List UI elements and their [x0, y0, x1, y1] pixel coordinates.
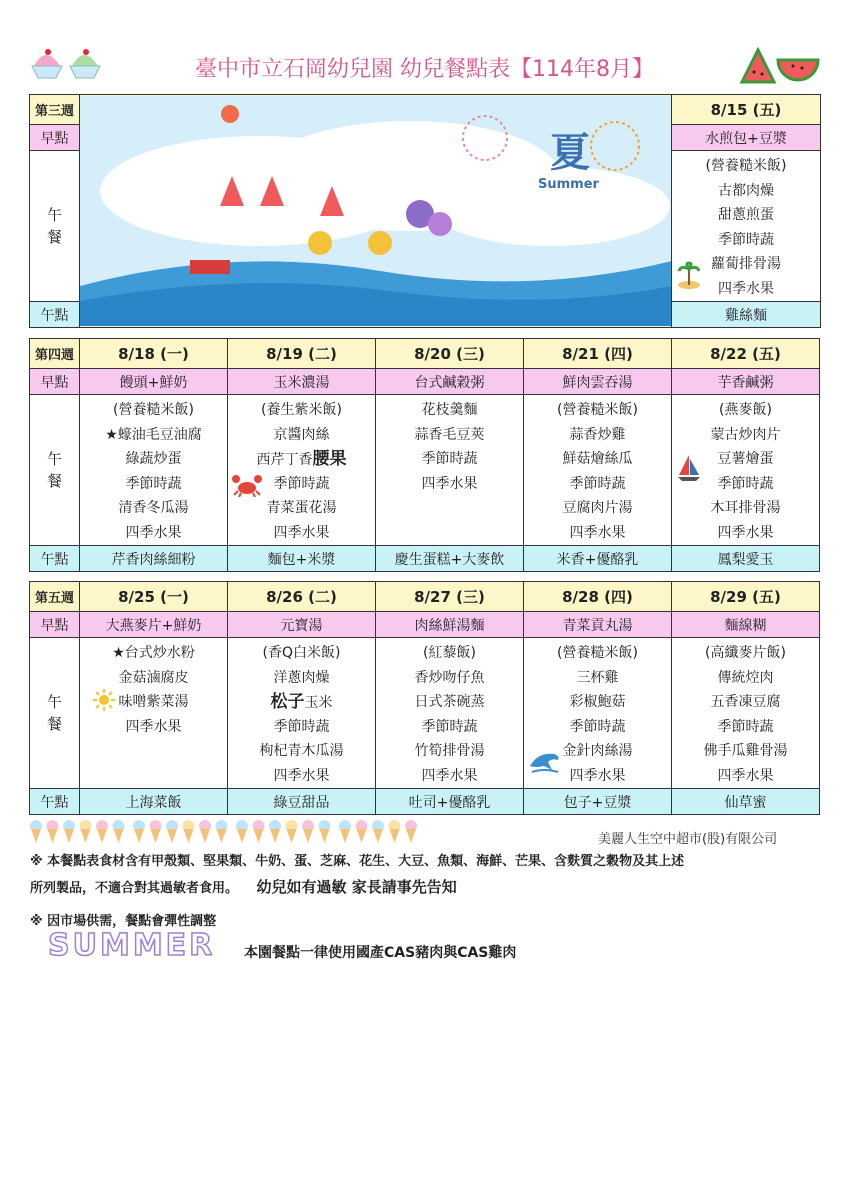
summer-word-art: SUMMER: [48, 928, 216, 963]
month-title: 【114年8月】: [510, 57, 654, 82]
breakfast-label: 早點: [30, 125, 80, 151]
week3-label: 第三週: [30, 95, 80, 125]
summer-banner: [80, 95, 672, 328]
week4-breakfast-5: 芋香鹹粥: [672, 369, 820, 395]
week4-date-2: 8/19 (二): [228, 339, 376, 369]
week3-date: 8/15 (五): [672, 95, 821, 125]
allergy-emphasis: 幼兒如有過敏 家長請事先告知: [256, 878, 457, 896]
week5-snack-3: 吐司+優酪乳: [376, 789, 524, 815]
allergy-note: ※ 本餐點表食材含有甲殼類、堅果類、牛奶、蛋、芝麻、花生、大豆、魚類、海鮮、芒果、含麩質之穀物及其上述: [30, 854, 685, 869]
sailboat-icon: [676, 453, 702, 483]
dolphin-icon: [528, 748, 562, 776]
week5-breakfast-3: 肉絲鮮湯麵: [376, 612, 524, 638]
shaved-ice-icon: [28, 44, 108, 86]
snack-label: 午點: [30, 302, 80, 328]
highlight-ingredient: 腰果: [312, 449, 347, 469]
week5-date-3: 8/27 (三): [376, 582, 524, 612]
week4-snack-4: 米香+優酪乳: [524, 546, 672, 572]
allergy-note-2: 所列製品，不適合對其過敏者食用。: [30, 881, 239, 896]
week5-breakfast-4: 青菜貢丸湯: [524, 612, 672, 638]
week4-lunch-5: (燕麥飯) 蒙古炒肉片 豆薯燴蛋 季節時蔬 木耳排骨湯 四季水果: [710, 402, 781, 541]
week5-date-4: 8/28 (四): [524, 582, 672, 612]
highlight-ingredient: 松子: [270, 692, 305, 712]
crab-icon: [232, 473, 262, 497]
ice-cream-cones-decoration: [30, 818, 425, 844]
week5-snack-2: 綠豆甜品: [228, 789, 376, 815]
snack-label: 午點: [30, 546, 80, 572]
lunch-label: 午 餐: [30, 638, 80, 789]
week3-lunch: (營養糙米飯) 古都肉燥 甜蔥煎蛋 季節時蔬 蘿蔔排骨湯 四季水果: [705, 158, 787, 297]
breakfast-label: 早點: [30, 612, 80, 638]
week4-date-1: 8/18 (一): [80, 339, 228, 369]
week4-lunch-3: 花枝羹麵 蒜香毛豆莢 季節時蔬 四季水果: [414, 402, 485, 492]
week4-date-3: 8/20 (三): [376, 339, 524, 369]
week4-breakfast-1: 饅頭+鮮奶: [80, 369, 228, 395]
banner-word: 夏: [550, 129, 590, 176]
week5-label: 第五週: [30, 582, 80, 612]
page-title: [0, 52, 849, 83]
sun-icon: [92, 688, 116, 712]
week4-label: 第四週: [30, 339, 80, 369]
week4-snack-1: 芹香肉絲細粉: [80, 546, 228, 572]
week5-breakfast-2: 元寶湯: [228, 612, 376, 638]
week4-date-4: 8/21 (四): [524, 339, 672, 369]
week5-snack-1: 上海菜飯: [80, 789, 228, 815]
week5-lunch-1: ★台式炒水粉 金菇滷腐皮 味噌紫菜湯 四季水果: [112, 645, 195, 735]
week5-date-5: 8/29 (五): [672, 582, 820, 612]
week3-table: [29, 94, 821, 328]
week5-date-1: 8/25 (一): [80, 582, 228, 612]
banner-subtitle: Summer: [538, 177, 599, 192]
watermelon-icon: [738, 46, 820, 86]
week4-lunch-2: (養生紫米飯) 京醬肉絲 西芹丁香腰果 季節時蔬 青菜蛋花湯 四季水果: [256, 402, 347, 541]
week3-breakfast: 水煎包+豆漿: [672, 125, 821, 151]
week5-lunch-2: (香Q白米飯) 洋蔥肉燥 松子玉米 季節時蔬 枸杞青木瓜湯 四季水果: [259, 645, 344, 784]
week5-snack-4: 包子+豆漿: [524, 789, 672, 815]
week4-date-5: 8/22 (五): [672, 339, 820, 369]
week5-lunch-3: (紅藜飯) 香炒吻仔魚 日式茶碗蒸 季節時蔬 竹筍排骨湯 四季水果: [414, 645, 485, 784]
week5-lunch-5: (高纖麥片飯) 傳統焢肉 五香凍豆腐 季節時蔬 佛手瓜雞骨湯 四季水果: [703, 645, 788, 784]
week4-breakfast-2: 玉米濃湯: [228, 369, 376, 395]
week4-snack-2: 麵包+米漿: [228, 546, 376, 572]
week5-lunch-4: (營養糙米飯) 三杯雞 彩椒鮑菇 季節時蔬 金針肉絲湯 四季水果: [557, 645, 638, 784]
week4-lunch-4: (營養糙米飯) 蒜香炒雞 鮮菇燴絲瓜 季節時蔬 豆腐肉片湯 四季水果: [557, 402, 638, 541]
summer-illustration: [80, 96, 672, 326]
meat-note: 本園餐點一律使用國產CAS豬肉與CAS雞肉: [244, 945, 517, 961]
week4-table: [29, 338, 820, 572]
school-title: 臺中市立石岡幼兒園 幼兒餐點表: [195, 57, 510, 82]
supply-note: ※ 因市場供需，餐點會彈性調整: [30, 914, 217, 929]
week5-table: [29, 581, 820, 815]
lunch-label: 午 餐: [30, 395, 80, 546]
week4-lunch-1: (營養糙米飯) ★蠔油毛豆油腐 綠蔬炒蛋 季節時蔬 清香冬瓜湯 四季水果: [105, 402, 202, 541]
snack-label: 午點: [30, 789, 80, 815]
week5-breakfast-5: 麵線糊: [672, 612, 820, 638]
lunch-label: 午 餐: [30, 151, 80, 302]
company-name: 美麗人生空中超市(股)有限公司: [598, 832, 778, 847]
week4-breakfast-4: 鮮肉雲吞湯: [524, 369, 672, 395]
week4-breakfast-3: 台式鹹穀粥: [376, 369, 524, 395]
palm-island-icon: [677, 261, 701, 289]
week4-snack-5: 鳳梨愛玉: [672, 546, 820, 572]
week5-snack-5: 仙草蜜: [672, 789, 820, 815]
breakfast-label: 早點: [30, 369, 80, 395]
week5-breakfast-1: 大燕麥片+鮮奶: [80, 612, 228, 638]
week3-snack: 雞絲麵: [672, 302, 821, 328]
week5-date-2: 8/26 (二): [228, 582, 376, 612]
week4-snack-3: 慶生蛋糕+大麥飲: [376, 546, 524, 572]
